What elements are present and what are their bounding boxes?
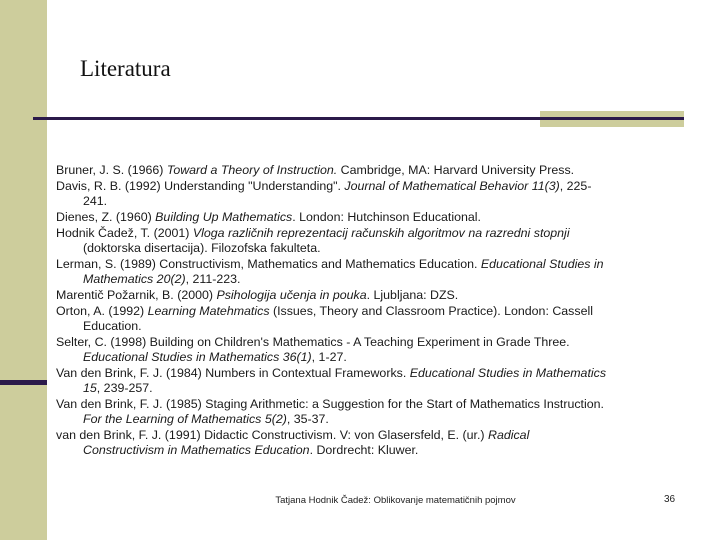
reference-line-1	[56, 210, 683, 225]
reference-text: Hodnik Čadež, T. (2001)	[56, 226, 193, 240]
reference-line-1	[56, 304, 683, 319]
reference-item	[56, 226, 683, 256]
reference-text: Van den Brink, F. J. (1985) Staging Arithmetic: a Suggestion for the Start of Mathematics Instruction.	[56, 397, 604, 411]
reference-item	[56, 428, 683, 458]
reference-line-1	[56, 257, 683, 272]
reference-text: Cambridge, MA: Harvard University Press.	[337, 163, 575, 177]
title-rule-overlay	[540, 117, 684, 120]
reference-title: Psihologija učenja in pouka	[216, 288, 367, 302]
reference-item	[56, 288, 683, 303]
reference-line-1	[56, 366, 683, 381]
reference-text: Selter, C. (1998) Building on Children's Mathematics - A Teaching Experiment in Grade Three.	[56, 335, 570, 349]
reference-line-2	[56, 319, 683, 334]
reference-item	[56, 257, 683, 287]
reference-text: Lerman, S. (1989) Constructivism, Mathematics and Mathematics Education.	[56, 257, 481, 271]
reference-text: , 225-	[559, 179, 592, 193]
reference-title: Journal of Mathematical Behavior 11(3)	[344, 179, 560, 193]
reference-item	[56, 304, 683, 334]
reference-text: Bruner, J. S. (1966)	[56, 163, 167, 177]
reference-title: Educational Studies in	[480, 257, 604, 271]
reference-line-2	[56, 272, 683, 287]
reference-title: Mathematics 20(2)	[83, 272, 186, 286]
reference-line-2	[56, 412, 683, 427]
reference-title: Toward a Theory of Instruction.	[166, 163, 338, 177]
reference-item	[56, 210, 683, 225]
reference-text: , 211-223.	[185, 272, 241, 286]
reference-title: Vloga različnih reprezentacij računskih algoritmov na razredni stopnji	[192, 226, 570, 240]
reference-title: Constructivism in Mathematics Education	[83, 443, 310, 457]
side-decoration-bar	[0, 0, 47, 540]
reference-line-1	[56, 163, 683, 178]
reference-line-1	[56, 335, 683, 350]
reference-text: Education.	[83, 319, 142, 333]
reference-line-2	[56, 350, 683, 365]
reference-line-1	[56, 288, 683, 303]
slide-title: Literatura	[80, 56, 171, 81]
reference-title: Radical	[488, 428, 530, 442]
reference-title: Building Up Mathematics	[155, 210, 293, 224]
reference-text: . Ljubljana: DZS.	[366, 288, 459, 302]
reference-title: 15	[83, 381, 97, 395]
reference-text: Dienes, Z. (1960)	[56, 210, 156, 224]
reference-text: . Dordrecht: Kluwer.	[309, 443, 419, 457]
reference-list	[56, 163, 683, 459]
reference-text: , 239-257.	[96, 381, 153, 395]
reference-title: Educational Studies in Mathematics	[409, 366, 607, 380]
reference-text: , 35-37.	[286, 412, 329, 426]
slide-footer: Tatjana Hodnik Čadež: Oblikovanje matematičnih pojmov	[275, 495, 516, 506]
side-accent-line	[0, 380, 47, 385]
reference-title: For the Learning of Mathematics 5(2)	[83, 412, 287, 426]
reference-text: (doktorska disertacija). Filozofska fakulteta.	[83, 241, 321, 255]
reference-text: Marentič Požarnik, B. (2000)	[56, 288, 217, 302]
reference-line-1	[56, 226, 683, 241]
reference-text: Orton, A. (1992)	[56, 304, 148, 318]
reference-line-1	[56, 397, 683, 412]
reference-item	[56, 335, 683, 365]
reference-line-1	[56, 179, 683, 194]
reference-text: Davis, R. B. (1992) Understanding "Understanding".	[56, 179, 345, 193]
reference-text: 241.	[83, 194, 108, 208]
reference-line-2	[56, 241, 683, 256]
reference-line-2	[56, 194, 683, 209]
reference-item	[56, 397, 683, 427]
reference-text: van den Brink, F. J. (1991) Didactic Constructivism. V: von Glasersfeld, E. (ur.)	[56, 428, 488, 442]
reference-line-2	[56, 381, 683, 396]
reference-text: . London: Hutchinson Educational.	[292, 210, 481, 224]
reference-item	[56, 163, 683, 178]
reference-item	[56, 366, 683, 396]
reference-text: , 1-27.	[311, 350, 347, 364]
reference-line-1	[56, 428, 683, 443]
reference-title: Learning Matehmatics	[147, 304, 270, 318]
reference-text: Van den Brink, F. J. (1984) Numbers in Contextual Frameworks.	[56, 366, 410, 380]
reference-item	[56, 179, 683, 209]
reference-title: Educational Studies in Mathematics 36(1)	[83, 350, 312, 364]
reference-text: (Issues, Theory and Classroom Practice). London: Cassell	[269, 304, 593, 318]
page-number: 36	[664, 494, 676, 505]
reference-line-2	[56, 443, 683, 458]
